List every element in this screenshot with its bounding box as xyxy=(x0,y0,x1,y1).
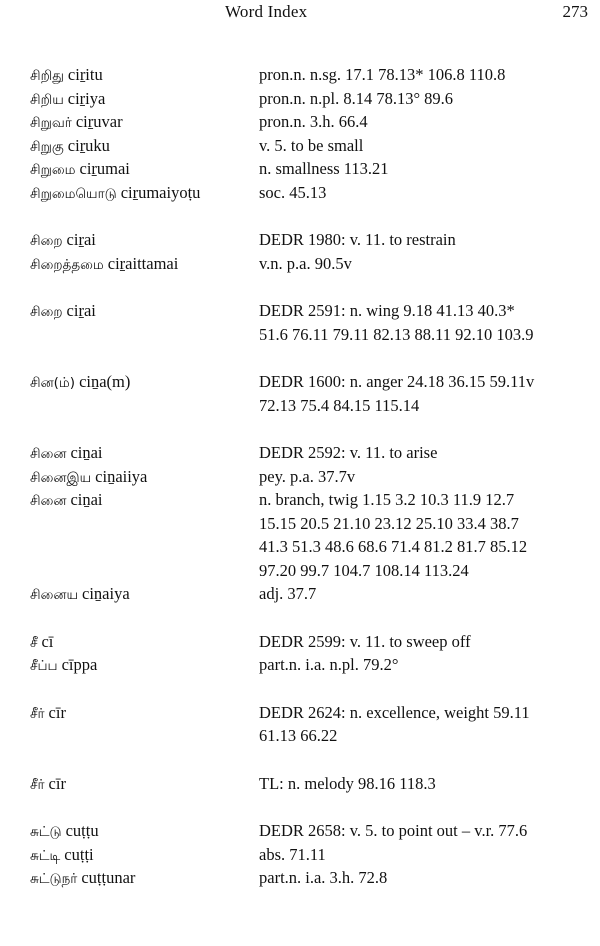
definition-text: 72.13 75.4 84.15 115.14 xyxy=(259,395,420,415)
headword-tamil: சுட்டு xyxy=(30,824,62,840)
definition-text: n. branch, twig 1.15 3.2 10.3 11.9 12.7 xyxy=(259,490,515,509)
headword-transliteration: ciṉai xyxy=(70,490,103,509)
headword-tamil: சீப்ப xyxy=(30,658,58,674)
headword-tamil: சுட்டுநர் xyxy=(30,871,78,887)
headword-tamil: சிறிது xyxy=(30,68,64,84)
headword-tamil: சினை xyxy=(30,493,67,509)
definition-text: adj. 37.7 xyxy=(259,584,317,603)
headword xyxy=(30,582,255,608)
entry-group xyxy=(0,772,600,796)
headword-tamil: சீர் xyxy=(30,705,45,722)
headword-transliteration: ciṟai xyxy=(66,230,96,249)
definition-text: TL: n. melody 98.16 118.3 xyxy=(259,773,436,793)
index-entry-continuation xyxy=(0,559,600,583)
index-entry xyxy=(0,866,600,890)
index-entry xyxy=(0,772,600,796)
headword xyxy=(30,843,255,869)
index-entry xyxy=(0,63,600,87)
headword-transliteration: cī xyxy=(41,631,54,651)
definition-text: n. smallness 113.21 xyxy=(259,159,389,178)
index-entry xyxy=(0,134,600,158)
index-entry xyxy=(0,488,600,512)
headword xyxy=(30,630,255,656)
definition-text: 61.13 66.22 xyxy=(259,726,338,745)
index-entry xyxy=(0,299,600,323)
headword-transliteration: ciṉaiiya xyxy=(95,466,148,486)
page-title: Word Index xyxy=(225,2,308,21)
index-entry xyxy=(0,252,600,276)
definition-text: pron.n. n.pl. 8.14 78.13° 89.6 xyxy=(259,88,454,108)
headword-transliteration: ciṟuku xyxy=(67,135,110,155)
headword-tamil: சிறை xyxy=(30,233,63,249)
headword-tamil: சினை xyxy=(30,446,67,462)
entry-group xyxy=(0,63,600,204)
definition-text: DEDR 1600: n. anger 24.18 36.15 59.11v xyxy=(259,372,535,391)
index-entry xyxy=(0,228,600,252)
index-entry xyxy=(0,630,600,654)
running-header xyxy=(0,2,600,24)
headword xyxy=(30,134,255,160)
headword xyxy=(30,465,255,491)
headword-transliteration: ciṟumai xyxy=(79,159,130,178)
index-entry xyxy=(0,653,600,677)
headword-transliteration: cuṭṭi xyxy=(64,844,94,864)
index-entry-continuation xyxy=(0,724,600,748)
definition-text: DEDR 2599: v. 11. to sweep off xyxy=(259,631,471,651)
headword xyxy=(30,866,255,892)
headword xyxy=(30,252,255,278)
headword-transliteration: ciṟumaiyoṭu xyxy=(120,182,201,202)
definition-text: v.n. p.a. 90.5v xyxy=(259,253,352,273)
index-entry-continuation xyxy=(0,535,600,559)
headword-transliteration: cīr xyxy=(48,702,66,722)
headword-tamil: சிறுகு xyxy=(30,138,64,155)
definition-text: v. 5. to be small xyxy=(259,135,364,155)
headword-tamil: சிறைத்தமை xyxy=(30,256,104,273)
definition-text: DEDR 1980: v. 11. to restrain xyxy=(259,230,456,249)
headword-transliteration: ciṟitu xyxy=(67,65,103,84)
definition-text: 15.15 20.5 21.10 23.12 25.10 33.4 38.7 xyxy=(259,513,519,533)
headword-transliteration: cuṭṭu xyxy=(65,821,99,840)
headword xyxy=(30,299,255,325)
definition-text: DEDR 2591: n. wing 9.18 41.13 40.3* xyxy=(259,301,515,320)
index-entry xyxy=(0,582,600,606)
definition-text: pey. p.a. 37.7v xyxy=(259,466,356,486)
entry-group xyxy=(0,228,600,275)
headword xyxy=(30,701,255,727)
headword-tamil: சிறை xyxy=(30,304,63,320)
index-entry xyxy=(0,843,600,867)
headword-transliteration: ciṉa(m) xyxy=(79,372,131,391)
entry-group xyxy=(0,630,600,677)
index-entry-continuation xyxy=(0,394,600,418)
headword-transliteration: ciṟuvar xyxy=(75,112,123,131)
index-entry xyxy=(0,465,600,489)
definition-text: DEDR 2658: v. 5. to point out – v.r. 77.6 xyxy=(259,821,528,840)
definition-text: 41.3 51.3 48.6 68.6 71.4 81.2 81.7 85.12 xyxy=(259,537,528,556)
entry-group xyxy=(0,370,600,417)
definition-text: part.n. i.a. 3.h. 72.8 xyxy=(259,868,388,887)
index-entry xyxy=(0,701,600,725)
headword-transliteration: cīppa xyxy=(61,655,98,674)
index-entry xyxy=(0,157,600,181)
page-number: 273 xyxy=(562,2,588,21)
headword-tamil: சீ xyxy=(30,634,38,651)
entry-group xyxy=(0,819,600,890)
word-index-list xyxy=(0,63,600,914)
headword-tamil: சீர் xyxy=(30,776,45,793)
entry-group xyxy=(0,299,600,346)
headword-tamil: சிறிய xyxy=(30,91,64,108)
headword-transliteration: cuṭṭunar xyxy=(81,868,136,887)
entry-group xyxy=(0,701,600,748)
headword xyxy=(30,87,255,113)
definition-text: soc. 45.13 xyxy=(259,182,327,202)
definition-text: pron.n. 3.h. 66.4 xyxy=(259,112,368,131)
headword-transliteration: ciṉai xyxy=(70,443,103,462)
headword xyxy=(30,181,255,207)
headword-tamil: சின(ம்) xyxy=(30,375,76,391)
index-entry xyxy=(0,87,600,111)
headword-tamil: சிறுமையொடு xyxy=(30,185,117,202)
index-entry-continuation xyxy=(0,512,600,536)
definition-text: pron.n. n.sg. 17.1 78.13* 106.8 110.8 xyxy=(259,65,506,84)
headword-tamil: சிறுமை xyxy=(30,162,76,178)
headword-tamil: சுட்டி xyxy=(30,847,61,864)
headword xyxy=(30,772,255,798)
headword-tamil: சினைய xyxy=(30,587,79,603)
index-entry xyxy=(0,181,600,205)
headword-transliteration: ciṟaittamai xyxy=(107,253,179,273)
index-entry xyxy=(0,370,600,394)
headword-transliteration: ciṉaiya xyxy=(82,584,130,603)
headword xyxy=(30,228,255,254)
headword-transliteration: ciṟiya xyxy=(67,88,106,108)
definition-text: 97.20 99.7 104.7 108.14 113.24 xyxy=(259,560,469,580)
headword xyxy=(30,110,255,136)
entry-group xyxy=(0,441,600,606)
index-entry xyxy=(0,110,600,134)
headword-transliteration: ciṟai xyxy=(66,301,96,320)
headword xyxy=(30,370,255,396)
index-entry-continuation xyxy=(0,323,600,347)
definition-text: abs. 71.11 xyxy=(259,844,326,864)
headword xyxy=(30,441,255,467)
index-entry xyxy=(0,819,600,843)
definition-text: DEDR 2592: v. 11. to arise xyxy=(259,443,438,462)
definition-text: 51.6 76.11 79.11 82.13 88.11 92.10 103.9 xyxy=(259,324,534,344)
definition-text: part.n. i.a. n.pl. 79.2° xyxy=(259,655,399,674)
definition-text: DEDR 2624: n. excellence, weight 59.11 xyxy=(259,702,530,722)
headword xyxy=(30,488,255,514)
headword-transliteration: cīr xyxy=(48,773,66,793)
index-entry xyxy=(0,441,600,465)
headword-tamil: சிறுவர் xyxy=(30,115,72,131)
headword xyxy=(30,653,255,679)
headword xyxy=(30,819,255,845)
headword xyxy=(30,157,255,183)
headword-tamil: சினைஇய xyxy=(30,469,92,486)
headword xyxy=(30,63,255,89)
